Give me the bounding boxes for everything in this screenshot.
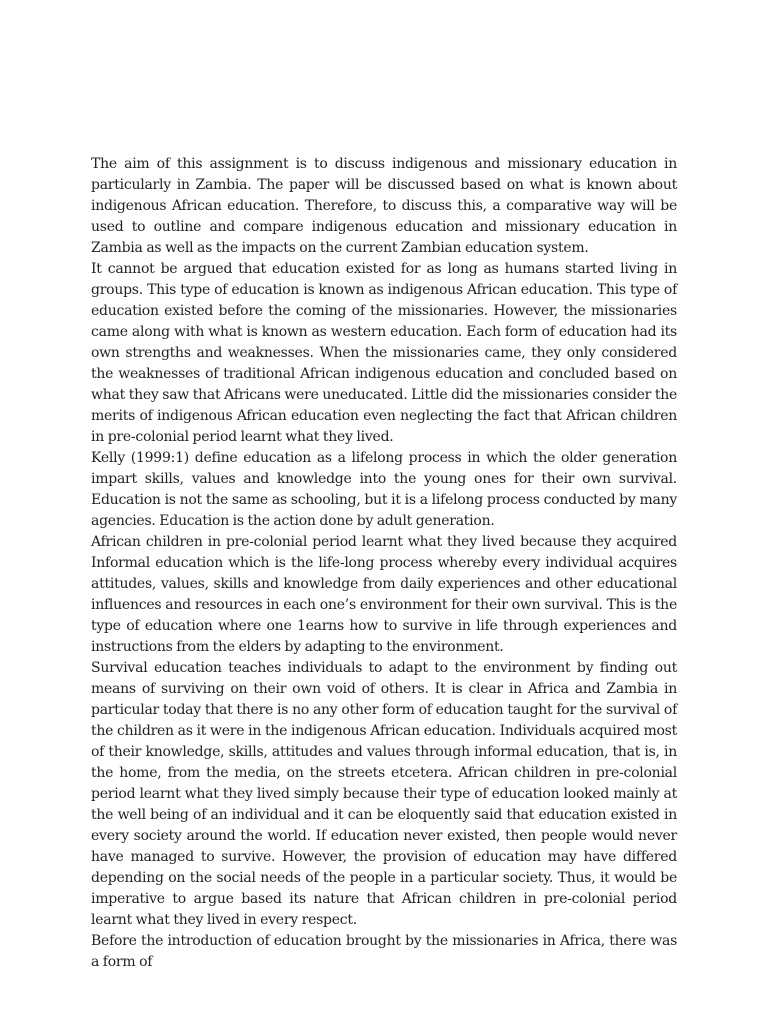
informal-education-paragraph: African children in pre-colonial period learnt what they lived because they acquired Informal education which is the life-long process whereby every individual acquires attitudes, values, skills and knowledge from daily experiences and other educational influences and resources in each one’s environment for their own survival. This is the type of education where one 1earns how to survive in life through experiences and instructions from the elders by adapting to the environment.: [91, 534, 677, 655]
survival-education-paragraph: Survival education teaches individuals to adapt to the environment by finding out means of surviving on their own void of others. It is clear in Africa and Zambia in particular today that there is no any other form of education taught for the survival of the children as it were in the indigenous African education. Individuals acquired most of their knowledge, skills, attitudes and values through informal education, that is, in the home, from the media, on the streets etcetera. African children in pre-colonial period learnt what they lived simply because their type of education looked mainly at the well being of an individual and it can be eloquently said that education existed in every society around the world. If education never existed, then people would never have managed to survive. However, the provision of education may have differed depending on the social needs of the people in a particular society. Thus, it would be imperative to argue based its nature that African children in pre-colonial period learnt what they lived in every respect.: [91, 660, 677, 928]
document-page: [91, 154, 677, 973]
definition-paragraph: Kelly (1999:1) define education as a lifelong process in which the older generation impart skills, values and knowledge into the young ones for their own survival. Education is not the same as schooling, but it is a lifelong process conducted by many agencies. Education is the action done by adult generation.: [91, 450, 677, 529]
intro-paragraph: The aim of this assignment is to discuss indigenous and missionary education in particularly in Zambia. The paper will be discussed based on what is known about indigenous African education. Therefore, to discuss this, a comparative way will be used to outline and compare indigenous education and missionary education in Zambia as well as the impacts on the current Zambian education system.: [91, 156, 677, 256]
missionary-intro-paragraph: Before the introduction of education brought by the missionaries in Africa, there was a form of: [91, 933, 677, 970]
indigenous-education-paragraph: It cannot be argued that education existed for as long as humans started living in groups. This type of education is known as indigenous African education. This type of education existed before the coming of the missionaries. However, the missionaries came along with what is known as western education. Each form of education had its own strengths and weaknesses. When the missionaries came, they only considered the weaknesses of traditional African indigenous education and concluded based on what they saw that Africans were uneducated. Little did the missionaries consider the merits of indigenous African education even neglecting the fact that African children in pre-colonial period learnt what they lived.: [91, 261, 677, 445]
